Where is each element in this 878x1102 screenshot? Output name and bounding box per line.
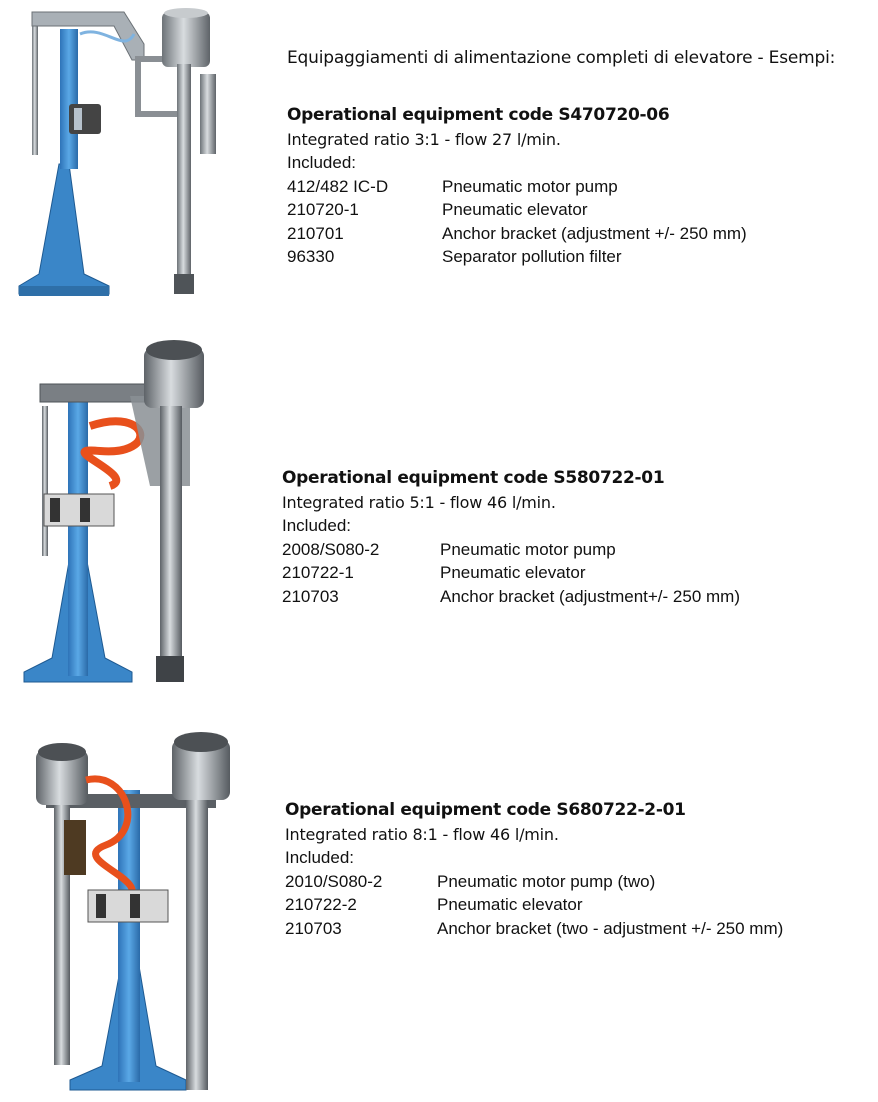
- section-3: [285, 799, 783, 940]
- list-item: [285, 893, 783, 917]
- item-desc: Anchor bracket (adjustment+/- 250 mm): [440, 586, 740, 606]
- list-item: [282, 561, 740, 585]
- list-item: [282, 538, 740, 562]
- item-code: 96330: [287, 247, 335, 266]
- list-item: [287, 175, 747, 199]
- item-code: 2010/S080-2: [285, 871, 383, 891]
- section-ratio: Integrated ratio 5:1 - flow 46 l/min.: [282, 492, 556, 512]
- intro-text: Equipaggiamenti di alimentazione completi di elevatore - Esempi:: [287, 48, 836, 68]
- item-desc: Anchor bracket (adjustment +/- 250 mm): [442, 223, 747, 243]
- section-title: Operational equipment code S580722-01: [282, 468, 665, 488]
- included-label: Included:: [282, 516, 351, 535]
- item-code: 210722-1: [282, 563, 354, 582]
- item-desc: Pneumatic elevator: [440, 563, 586, 582]
- list-item: [282, 585, 740, 609]
- section-title: Operational equipment code S680722-2-01: [285, 800, 686, 820]
- item-code: 210703: [282, 586, 339, 606]
- item-code: 210720-1: [287, 200, 359, 219]
- list-item: [287, 198, 747, 222]
- equipment-image-1: [14, 4, 244, 304]
- item-desc: Pneumatic elevator: [442, 200, 588, 219]
- list-item: [287, 245, 747, 269]
- item-desc: Pneumatic motor pump: [440, 539, 616, 559]
- included-label: Included:: [287, 153, 356, 172]
- section-ratio: Integrated ratio 3:1 - flow 27 l/min.: [287, 129, 561, 149]
- list-item: [287, 222, 747, 246]
- item-code: 210722-2: [285, 895, 357, 914]
- item-desc: Pneumatic motor pump: [442, 176, 618, 196]
- list-item: [285, 870, 783, 894]
- section-1: [287, 104, 747, 269]
- item-desc: Anchor bracket (two - adjustment +/- 250 mm): [437, 918, 784, 938]
- section-ratio: Integrated ratio 8:1 - flow 46 l/min.: [285, 824, 559, 844]
- item-desc: Pneumatic motor pump (two): [437, 871, 656, 891]
- equipment-image-3: [26, 730, 236, 1096]
- item-desc: Pneumatic elevator: [437, 895, 583, 914]
- included-label: Included:: [285, 848, 354, 867]
- equipment-image-2: [20, 336, 250, 688]
- item-desc: Separator pollution filter: [442, 247, 622, 266]
- item-code: 210701: [287, 223, 344, 243]
- item-code: 2008/S080-2: [282, 539, 380, 559]
- item-code: 412/482 IC-D: [287, 176, 389, 196]
- list-item: [285, 917, 783, 941]
- item-code: 210703: [285, 918, 342, 938]
- section-title: Operational equipment code S470720-06: [287, 105, 670, 125]
- section-2: [282, 467, 740, 608]
